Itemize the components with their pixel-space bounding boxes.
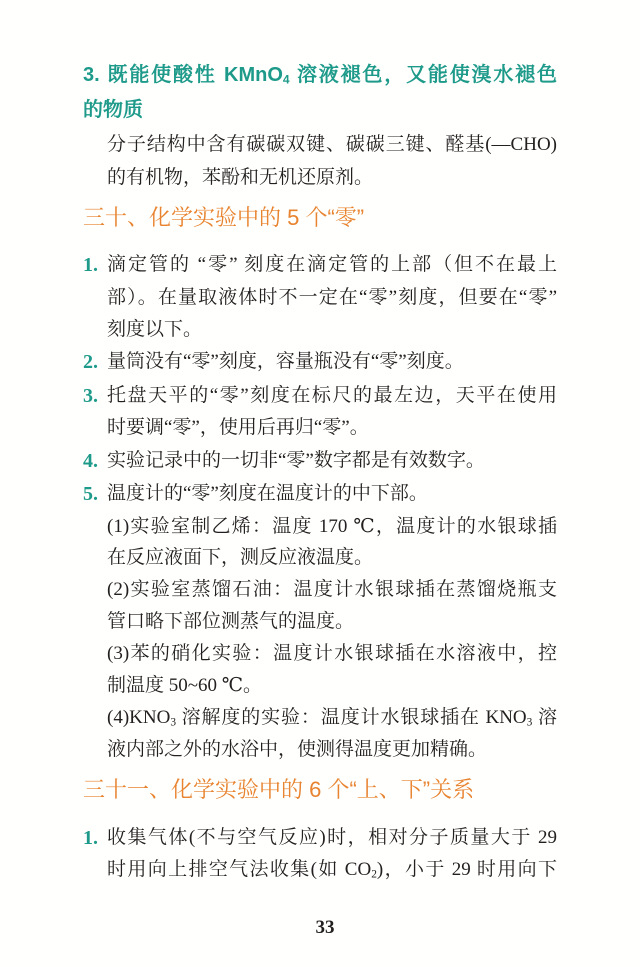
section-30-item-1-line-1: 滴定管的 “零” 刻度在滴定管的上部（但不在最上: [107, 254, 557, 275]
heading-3-number: 3.: [83, 64, 100, 86]
section-30-item-3-line-2: 时要调“零”，使用后再归“零”。: [107, 417, 369, 438]
section-31-item-1-text-a: 时用向上排空气法收集(如 CO: [107, 859, 372, 880]
subitem-1-line-2: 在反应液面下，测反应液温度。: [107, 547, 374, 568]
subitem-2-line-1: (2)实验室蒸馏石油：温度计水银球插在蒸馏烧瓶支: [107, 579, 557, 600]
heading-3-text-b: 溶液褪色，又能使溴水褪色: [289, 64, 557, 86]
section-30-item-1-number: 1.: [83, 254, 98, 276]
section-30-item-5-line-1: 温度计的“零”刻度在温度计的中下部。: [107, 483, 428, 504]
section-31-item-1-number: 1.: [83, 827, 98, 849]
subitem-3-line-1: (3)苯的硝化实验：温度计水银球插在水溶液中，控: [107, 643, 557, 664]
section-31-item-1-line-1: 收集气体(不与空气反应)时，相对分子质量大于 29: [107, 827, 557, 848]
heading-3-line-1: [83, 59, 557, 91]
subitem-4-text-b: 溶解度的实验：温度计水银球插在 KNO: [176, 707, 527, 728]
section-30-item-4-number: 4.: [83, 450, 98, 472]
section-30-title: 三十、化学实验中的 5 个“零”: [83, 205, 365, 230]
section-31-item-1-line-2: [107, 854, 557, 886]
section-31-title: 三十一、化学实验中的 6 个“上、下”关系: [83, 777, 475, 802]
section-30-item-3-line-1: 托盘天平的“零”刻度在标尺的最左边，天平在使用: [107, 385, 557, 406]
section-30-item-1-line-3: 刻度以下。: [107, 319, 203, 340]
subitem-4-line-2: 液内部之外的水浴中，使测得温度更加精确。: [107, 739, 488, 760]
subitem-3-line-2: 制温度 50~60 ℃。: [107, 675, 263, 696]
heading-3-text-a: 既能使酸性 KMnO: [105, 64, 283, 86]
heading-3-line-2: 的物质: [83, 99, 143, 121]
subitem-1-line-1: (1)实验室制乙烯：温度 170 ℃，温度计的水银球插: [107, 516, 557, 537]
subitem-4-text-a: (4)KNO: [107, 707, 171, 728]
section-30-item-2-line-1: 量筒没有“零”刻度，容量瓶没有“零”刻度。: [107, 351, 464, 372]
section-30-item-4-line-1: 实验记录中的一切非“零”数字都是有效数字。: [107, 450, 485, 471]
subitem-4-line-1: [107, 702, 557, 734]
subitem-4-subscript-2: 3: [526, 716, 533, 729]
heading-3-body-line-1: 分子结构中含有碳碳双键、碳碳三键、醛基(—CHO): [107, 134, 557, 155]
section-30-item-1-line-2: 部）。在量取液体时不一定在“零”刻度，但要在“零”: [107, 287, 557, 308]
section-30-item-3-number: 3.: [83, 385, 98, 407]
subitem-4-subscript-1: 3: [170, 716, 177, 729]
section-31-item-1-subscript: 2: [371, 868, 377, 881]
section-30-item-2-number: 2.: [83, 351, 98, 373]
heading-3-body-line-2: 的有机物，苯酚和无机还原剂。: [107, 167, 374, 188]
section-30-item-5-number: 5.: [83, 483, 98, 505]
subitem-4-text-c: 溶: [532, 707, 557, 728]
page-number: 33: [315, 917, 335, 938]
section-31-item-1-text-b: )，小于 29 时用向下: [376, 859, 557, 880]
subitem-2-line-2: 管口略下部位测蒸气的温度。: [107, 611, 355, 632]
heading-3-subscript: 4: [282, 72, 290, 87]
